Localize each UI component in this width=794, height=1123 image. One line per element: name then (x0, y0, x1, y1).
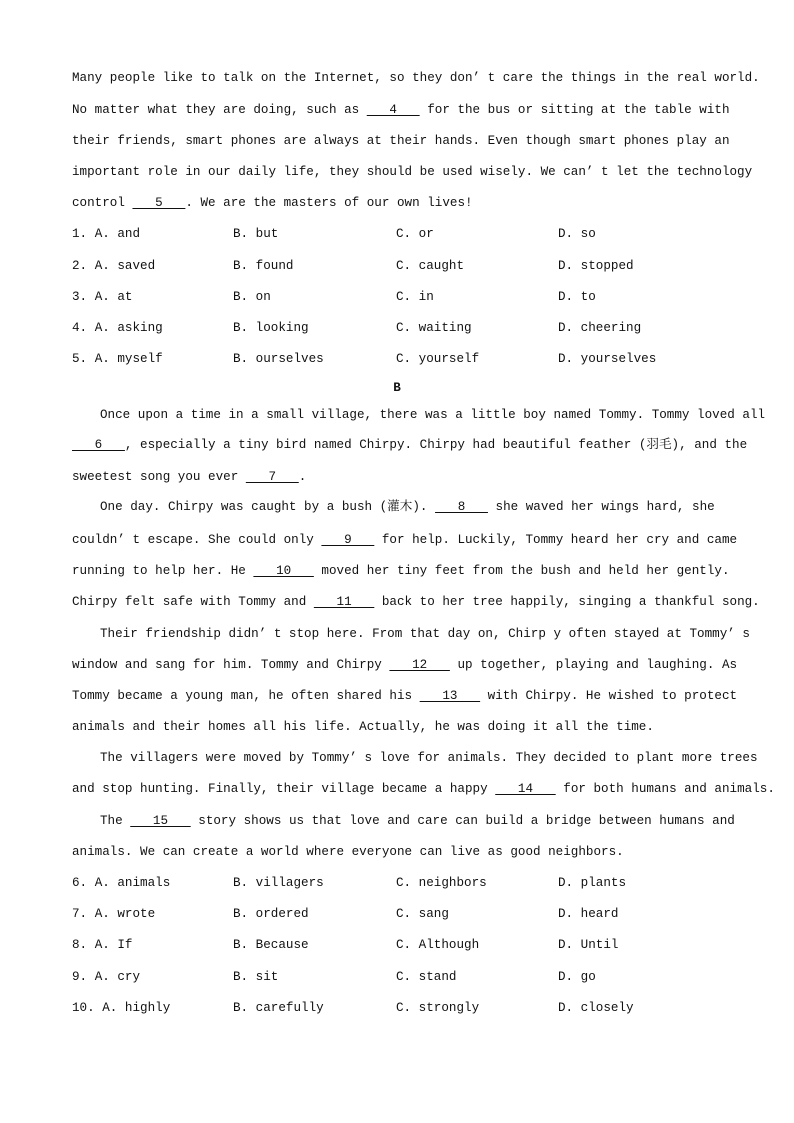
option-d[interactable]: D. closely (558, 1001, 634, 1015)
option-c[interactable]: C. waiting (396, 321, 472, 335)
question-number-and-option-a (72, 289, 132, 305)
passage-line (72, 719, 654, 735)
question-number: 3. (72, 290, 88, 304)
option-c[interactable]: C. caught (396, 259, 465, 273)
option-c[interactable]: C. neighbors (396, 876, 487, 890)
question-number-and-option-a (72, 258, 155, 274)
option-b[interactable]: B. carefully (233, 1001, 324, 1015)
option-b[interactable]: B. found (233, 259, 294, 273)
option-a[interactable]: A. myself (94, 352, 163, 366)
text-segment: for help. Luckily, Tommy heard her cry and came (374, 533, 738, 547)
passage-line (72, 102, 730, 118)
passage-line (72, 195, 473, 211)
text-segment: running to help her. He (72, 564, 254, 578)
option-a[interactable]: A. wrote (94, 907, 156, 921)
option-b[interactable]: B. looking (233, 321, 309, 335)
blank-7: 7 (245, 470, 299, 484)
text-segment: Many people like to talk on the Internet, so they don’ t care the things in the real world. (72, 71, 760, 85)
question-number: 9. (72, 970, 88, 984)
passage-line (72, 594, 760, 610)
text-segment: . We are the masters of our own lives! (185, 196, 473, 210)
option-d[interactable]: D. cheering (558, 321, 642, 335)
option-b[interactable]: B. but (233, 227, 279, 241)
option-b[interactable]: B. Because (233, 938, 309, 952)
option-b[interactable]: B. ordered (233, 907, 309, 921)
passage-line (100, 750, 758, 766)
text-segment: moved her tiny feet from the bush and held her gently. (313, 564, 730, 578)
question-number-and-option-a (72, 937, 132, 953)
option-a[interactable]: A. cry (94, 970, 141, 984)
passage-line (72, 133, 730, 149)
question-number: 4. (72, 321, 88, 335)
passage-line (72, 469, 306, 485)
blank-8: 8 (435, 500, 488, 514)
option-d[interactable]: D. yourselves (558, 352, 657, 366)
blank-6: 6 (72, 438, 125, 452)
text-segment: animals and their homes all his life. Actually, he was doing it all the time. (72, 720, 654, 734)
question-number-and-option-a (72, 969, 140, 985)
blank-10: 10 (253, 564, 314, 578)
text-segment: couldn’ t escape. She could only (72, 533, 322, 547)
text-segment: , especially a tiny bird named Chirpy. Chirpy had beautiful feather (羽毛), and the (124, 438, 748, 452)
question-number-and-option-a (72, 1000, 170, 1016)
passage-line (72, 563, 730, 579)
text-segment: back to her tree happily, singing a thankful song. (374, 595, 760, 609)
option-a[interactable]: A. saved (94, 259, 156, 273)
section-b-heading: B (393, 381, 401, 395)
option-a[interactable]: A. and (94, 227, 141, 241)
question-number: 2. (72, 259, 88, 273)
blank-13: 13 (419, 689, 481, 703)
option-d[interactable]: D. so (558, 227, 596, 241)
text-segment: story shows us that love and care can build a bridge between humans and (190, 814, 735, 828)
text-segment: sweetest song you ever (72, 470, 246, 484)
option-a[interactable]: A. asking (94, 321, 163, 335)
question-number: 1. (72, 227, 88, 241)
blank-5: 5 (132, 196, 186, 210)
text-segment: The (100, 814, 131, 828)
option-c[interactable]: C. sang (396, 907, 449, 921)
text-segment: One day. Chirpy was caught by a bush (灌木). (100, 500, 436, 514)
text-segment: . (298, 470, 307, 484)
option-c[interactable]: C. Although (396, 938, 480, 952)
passage-line (72, 164, 752, 180)
text-segment: important role in our daily life, they should be used wisely. We can’ t let the technology (72, 165, 753, 179)
question-number: 7. (72, 907, 88, 921)
text-segment: Once upon a time in a small village, there was a little boy named Tommy. Tommy loved all (100, 408, 766, 422)
option-b[interactable]: B. sit (233, 970, 279, 984)
question-number-and-option-a (72, 320, 163, 336)
option-a[interactable]: A. highly (102, 1001, 171, 1015)
passage-line (100, 626, 750, 642)
text-segment: animals. We can create a world where everyone can live as good neighbors. (72, 845, 624, 859)
option-a[interactable]: A. animals (94, 876, 171, 890)
option-a[interactable]: A. If (94, 938, 133, 952)
blank-14: 14 (495, 782, 556, 796)
text-segment: No matter what they are doing, such as (72, 103, 367, 117)
text-segment: up together, playing and laughing. As (449, 658, 738, 672)
text-segment: Chirpy felt safe with Tommy and (72, 595, 314, 609)
blank-11: 11 (313, 595, 375, 609)
blank-12: 12 (389, 658, 450, 672)
option-a[interactable]: A. at (94, 290, 133, 304)
option-c[interactable]: C. in (396, 290, 434, 304)
question-number-and-option-a (72, 351, 163, 367)
question-number-and-option-a (72, 226, 140, 242)
passage-line (72, 688, 737, 704)
passage-line (72, 844, 624, 860)
blank-9: 9 (321, 533, 375, 547)
text-segment: Their friendship didn’ t stop here. From that day on, Chirp y often stayed at Tommy’ s (100, 627, 750, 641)
text-segment: with Chirpy. He wished to protect (480, 689, 738, 703)
text-segment: for the bus or sitting at the table with (419, 103, 730, 117)
text-segment: she waved her wings hard, she (487, 500, 715, 514)
option-b[interactable]: B. ourselves (233, 352, 324, 366)
text-segment: The villagers were moved by Tommy’ s love for animals. They decided to plant more trees (100, 751, 758, 765)
passage-line (72, 657, 737, 673)
text-segment: and stop hunting. Finally, their village became a happy (72, 782, 496, 796)
text-segment: control (72, 196, 133, 210)
text-segment: for both humans and animals. (555, 782, 775, 796)
passage-line (72, 781, 775, 797)
option-d[interactable]: D. to (558, 290, 596, 304)
question-number-and-option-a (72, 875, 170, 891)
question-number-and-option-a (72, 906, 155, 922)
option-d[interactable]: D. heard (558, 907, 619, 921)
question-number: 10. (72, 1001, 95, 1015)
passage-line (72, 532, 737, 548)
passage-line (72, 437, 747, 453)
text-segment: window and sang for him. Tommy and Chirpy (72, 658, 390, 672)
option-d[interactable]: D. go (558, 970, 596, 984)
option-b[interactable]: B. villagers (233, 876, 324, 890)
text-segment: Tommy became a young man, he often shared his (72, 689, 420, 703)
option-d[interactable]: D. stopped (558, 259, 634, 273)
option-b[interactable]: B. on (233, 290, 271, 304)
passage-line (100, 813, 735, 829)
option-c[interactable]: C. yourself (396, 352, 480, 366)
option-c[interactable]: C. strongly (396, 1001, 480, 1015)
question-number: 6. (72, 876, 88, 890)
option-c[interactable]: C. stand (396, 970, 457, 984)
blank-4: 4 (366, 103, 420, 117)
option-c[interactable]: C. or (396, 227, 434, 241)
question-number: 5. (72, 352, 88, 366)
passage-line (72, 70, 760, 86)
passage-line (100, 407, 765, 423)
blank-15: 15 (130, 814, 191, 828)
question-number: 8. (72, 938, 88, 952)
option-d[interactable]: D. plants (558, 876, 627, 890)
text-segment: their friends, smart phones are always at their hands. Even though smart phones play an (72, 134, 730, 148)
option-d[interactable]: D. Until (558, 938, 619, 952)
passage-line (100, 499, 715, 515)
